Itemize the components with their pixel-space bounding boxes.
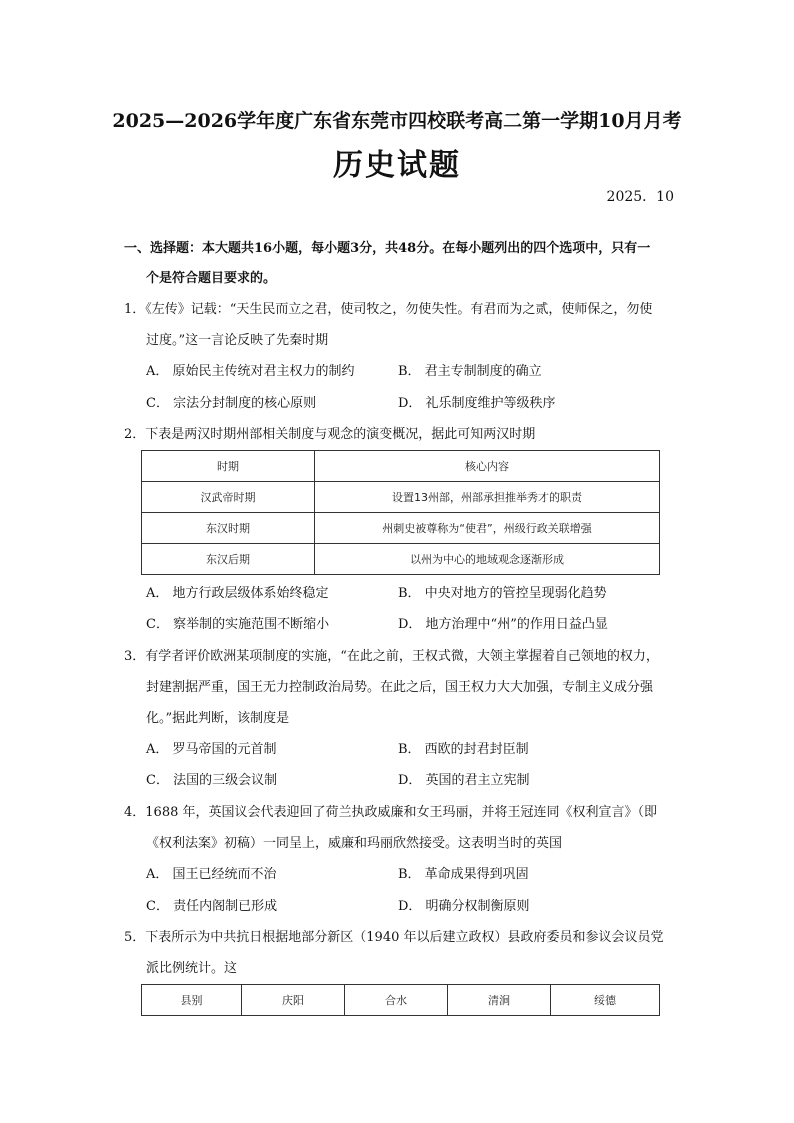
table-cell: 设置13州部，州部承担推举秀才的职责 (315, 482, 660, 513)
table-header-row (142, 451, 660, 482)
table-header-cell: 清涧 (448, 985, 551, 1016)
q4-option-c: C． 责任内阁制已形成 (146, 899, 278, 914)
q3-stem-line1: 3．有学者评价欧洲某项制度的实施，“在此之前，王权式微，大领主掌握着自己领地的权力， (124, 649, 659, 664)
q4-option-a: A． 国王已经统而不治 (146, 867, 277, 882)
q2-table (141, 450, 660, 575)
q1-option-d: D． 礼乐制度维护等级秩序 (398, 396, 556, 411)
q3-stem-line2: 封建割据严重，国王无力控制政治局势。在此之后，国王权力大大加强，专制主义成分强 (146, 680, 654, 695)
table-header-cell: 庆阳 (242, 985, 345, 1016)
q4-stem-line2: 《权利法案》初稿）一同呈上，威廉和玛丽欣然接受。这表明当时的英国 (146, 836, 563, 851)
q5-stem-line1: 5．下表所示为中共抗日根据地部分新区（1940 年以后建立政权）县政府委员和参议会议员党 (124, 930, 664, 945)
table-header-row (142, 985, 660, 1016)
table-cell: 以州为中心的地域观念逐渐形成 (315, 544, 660, 575)
q4-option-b: B． 革命成果得到巩固 (398, 867, 529, 882)
q2-option-a: A． 地方行政层级体系始终稳定 (146, 586, 329, 601)
table-cell: 州刺史被尊称为“使君”，州级行政关联增强 (315, 513, 660, 544)
q2-option-d: D． 地方治理中“州”的作用日益凸显 (398, 617, 608, 632)
table-header-cell: 核心内容 (315, 451, 660, 482)
table-row (142, 544, 660, 575)
q3-option-c: C． 法国的三级会议制 (146, 773, 278, 788)
q2-option-b: B． 中央对地方的管控呈现弱化趋势 (398, 586, 607, 601)
q2-stem: 2．下表是两汉时期州部相关制度与观念的演变概况，据此可知两汉时期 (124, 427, 536, 442)
section-heading-line1: 一、选择题：本大题共16小题，每小题3分，共48分。在每小题列出的四个选项中，只有一 (124, 241, 651, 256)
q1-stem-line2: 过度。”这一言论反映了先秦时期 (146, 333, 329, 348)
q4-stem-line1: 4．1688 年，英国议会代表迎回了荷兰执政威廉和女王玛丽，并将王冠连同《权利宣言》（即 (124, 805, 657, 820)
q4-option-d: D． 明确分权制衡原则 (398, 899, 530, 914)
q1-stem-line1: 1．《左传》记载：“天生民而立之君，使司牧之，勿使失性。有君而为之贰，使师保之，勿使 (124, 302, 653, 317)
q1-option-a: A． 原始民主传统对君主权力的制约 (146, 364, 355, 379)
table-cell: 东汉时期 (142, 513, 315, 544)
q5-table (141, 984, 660, 1016)
table-header-cell: 时期 (142, 451, 315, 482)
q3-option-d: D． 英国的君主立宪制 (398, 773, 530, 788)
q5-stem-line2: 派比例统计。这 (146, 961, 238, 976)
table-cell: 汉武帝时期 (142, 482, 315, 513)
table-cell: 东汉后期 (142, 544, 315, 575)
section-heading-line2: 个是符合题目要求的。 (146, 271, 277, 286)
table-row (142, 482, 660, 513)
exam-date: 2025．10 (606, 189, 674, 205)
exam-subtitle: 历史试题 (333, 148, 461, 183)
exam-title: 2025—2026学年度广东省东莞市四校联考高二第一学期10月月考 (112, 110, 682, 132)
table-header-cell: 县别 (142, 985, 242, 1016)
table-row (142, 513, 660, 544)
q1-option-c: C． 宗法分封制度的核心原则 (146, 396, 317, 411)
table-header-cell: 合水 (345, 985, 448, 1016)
q3-stem-line3: 化。”据此判断，该制度是 (146, 711, 290, 726)
q3-option-b: B． 西欧的封君封臣制 (398, 742, 529, 757)
q3-option-a: A． 罗马帝国的元首制 (146, 742, 277, 757)
q2-option-c: C． 察举制的实施范围不断缩小 (146, 617, 330, 632)
table-header-cell: 绥德 (551, 985, 660, 1016)
q1-option-b: B． 君主专制制度的确立 (398, 364, 542, 379)
